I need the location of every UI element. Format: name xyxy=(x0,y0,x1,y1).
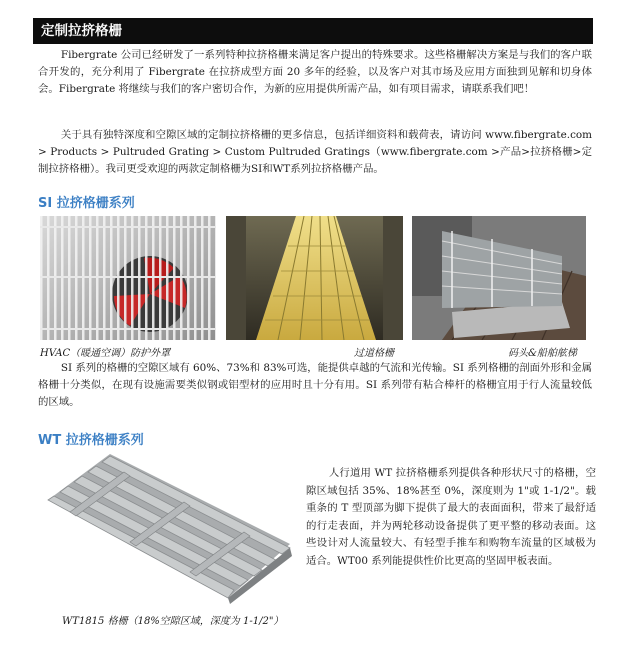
gangway-photo xyxy=(412,216,586,340)
intro-paragraph-2: 关于具有独特深度和空隙区域的定制拉挤格栅的更多信息，包括详细资料和载荷表，请访问 www.fibergrate.com > Products > Pultruded Grating > Custom Pultruded Gratings（www.fibergrate.com >产品>拉挤格栅>定制拉挤格栅）。我司更受欢迎的两款定制格栅为SI和WT系列拉挤格栅产品。 xyxy=(38,129,592,175)
wt-description: 人行道用 WT 拉挤格栅系列提供各种形状尺寸的格栅，空隙区域包括 35%、18%甚至 0%，深度则为 1"或 1-1/2"。载重条的 T 型顶部为脚下提供了最大的表面面积，带来了最舒适的行走表面，并为两轮移动设备提供了更平整的移动表面。这些设计对人流量较大、有轻型手推车和购物车流量的区域极为适合。WT00 系列能提供性价比更高的坚固甲板表面。 xyxy=(306,467,596,567)
wt-grating-photo xyxy=(40,448,298,606)
wt-section-title: WT 拉挤格栅系列 xyxy=(38,433,144,448)
si-section-title: SI 拉挤格栅系列 xyxy=(38,196,135,211)
wt-caption: WT1815 格栅（18%空隙区域，深度为 1-1/2"） xyxy=(62,616,284,627)
gangway-caption: 码头&船舶舷梯 xyxy=(508,348,577,359)
si-description: SI 系列的格栅的空隙区域有 60%、73%和 83%可选，能提供卓越的气流和光传输。SI 系列格栅的剖面外形和金属格栅十分类似，在现有设施需要类似钢或铝型材的应用时且十分有用。SI 系列带有粘合棒杆的格栅宜用于行人流量较低的区域。 xyxy=(38,362,592,408)
walkway-grating-photo xyxy=(226,216,403,340)
page-title: 定制拉挤格栅 xyxy=(33,18,593,44)
hvac-guard-photo xyxy=(40,216,216,340)
intro-paragraph-1: Fibergrate 公司已经研发了一系列特种拉挤格栅来满足客户提出的特殊要求。这些格栅解决方案是与我们的客户联合开发的，充分利用了 Fibergrate 在拉挤成型方面 20 多年的经验，以及客户对其市场及应用方面独到见解和切身体会。Fibergrate 将继续与我们的客户密切合作，为新的应用提供所需产品，如有项目需求，请联系我们吧！ xyxy=(38,49,592,95)
hvac-caption: HVAC（暖通空调）防护外罩 xyxy=(40,348,171,359)
walkway-caption: 过道格栅 xyxy=(354,348,394,359)
